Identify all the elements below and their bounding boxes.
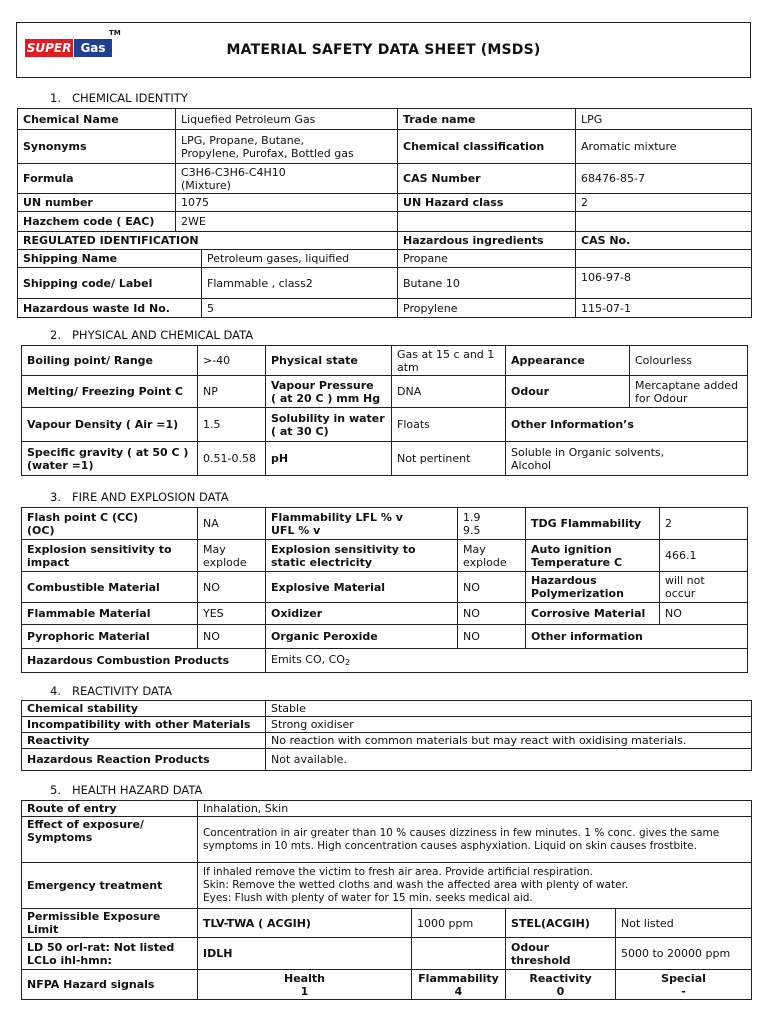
synonyms-label: Synonyms <box>18 130 176 164</box>
vapour-density-label: Vapour Density ( Air =1) <box>22 408 198 442</box>
section-4-heading: 4. REACTIVITY DATA <box>50 684 172 698</box>
combustion-products-value: Emits CO, $CO_2$ <box>266 649 748 673</box>
table-row <box>22 909 752 938</box>
table-row <box>18 268 752 299</box>
propylene-cas: 115-07-1 <box>576 299 752 318</box>
table-row <box>22 970 752 1000</box>
pyrophoric-value: NO <box>198 625 266 649</box>
emergency-treatment-label: Emergency treatment <box>22 863 198 909</box>
table-row <box>22 701 752 717</box>
specific-gravity-value: 0.51-0.58 <box>198 442 266 476</box>
table-row <box>22 346 748 376</box>
formula-label: Formula <box>18 164 176 194</box>
hazchem-label: Hazchem code ( EAC) <box>18 212 176 232</box>
classification-value: Aromatic mixture <box>576 130 752 164</box>
organic-peroxide-value: NO <box>458 625 526 649</box>
vapour-density-value: 1.5 <box>198 408 266 442</box>
physical-chemical-table <box>21 345 748 476</box>
table-row <box>22 817 752 863</box>
explosion-static-value: May explode <box>458 540 526 572</box>
un-number-label: UN number <box>18 194 176 212</box>
reaction-products-value: Not available. <box>266 749 752 771</box>
table-row <box>22 442 748 476</box>
chemical-stability-label: Chemical stability <box>22 701 266 717</box>
stel-label: STEL(ACGIH) <box>506 909 616 938</box>
ld50-label: LD 50 orl-rat: Not listed LCLo ihl-hmn: <box>22 938 198 970</box>
reactivity-label: Reactivity <box>22 733 266 749</box>
trade-name-value: LPG <box>576 109 752 130</box>
auto-ignition-label: Auto ignition Temperature C <box>526 540 660 572</box>
other-information-fire-label: Other information <box>526 625 748 649</box>
cas-number-value: 68476-85-7 <box>576 164 752 194</box>
reaction-products-label: Hazardous Reaction Products <box>22 749 266 771</box>
section-2-heading: 2. PHYSICAL AND CHEMICAL DATA <box>50 328 254 342</box>
tlv-twa-label: TLV-TWA ( ACGIH) <box>198 909 412 938</box>
chemical-stability-value: Stable <box>266 701 752 717</box>
explosion-impact-value: May explode <box>198 540 266 572</box>
regulated-identification-heading: REGULATED IDENTIFICATION <box>18 232 398 250</box>
hazardous-ingredients-heading: Hazardous ingredients <box>398 232 576 250</box>
shipping-name-value: Petroleum gases, liquified <box>202 250 398 268</box>
shipping-code-label: Shipping code/ Label <box>18 268 202 299</box>
appearance-value: Colourless <box>630 346 748 376</box>
explosion-impact-label: Explosion sensitivity to impact <box>22 540 198 572</box>
logo-trademark: TM <box>109 29 121 37</box>
section-3-heading: 3. FIRE AND EXPLOSION DATA <box>50 490 229 504</box>
flammable-value: YES <box>198 603 266 625</box>
corrosive-label: Corrosive Material <box>526 603 660 625</box>
table-row <box>22 801 752 817</box>
physical-state-value: Gas at 15 c and 1 atm <box>392 346 506 376</box>
polymerization-value: will not occur <box>660 572 748 603</box>
combustion-products-label: Hazardous Combustion Products <box>22 649 266 673</box>
table-row <box>18 130 752 164</box>
table-row <box>22 938 752 970</box>
flammability-limits-label: Flammability LFL % v UFL % v <box>266 508 458 540</box>
nfpa-reactivity: Reactivity 0 <box>506 970 616 1000</box>
logo-super-text: SUPER <box>26 41 72 55</box>
table-row <box>22 408 748 442</box>
table-row <box>18 109 752 130</box>
explosive-value: NO <box>458 572 526 603</box>
solubility-value: Floats <box>392 408 506 442</box>
table-row <box>22 376 748 408</box>
table-row <box>22 717 752 733</box>
ingredient-propane: Propane <box>398 250 576 268</box>
butane-cas: 106-97-8 <box>576 268 752 299</box>
flash-point-label: Flash point C (CC) (OC) <box>22 508 198 540</box>
table-row <box>18 194 752 212</box>
chemical-identity-table <box>17 108 752 318</box>
explosive-label: Explosive Material <box>266 572 458 603</box>
idlh-label: IDLH <box>198 938 412 970</box>
physical-state-label: Physical state <box>266 346 392 376</box>
tdg-flammability-label: TDG Flammability <box>526 508 660 540</box>
table-row <box>22 540 748 572</box>
oxidizer-label: Oxidizer <box>266 603 458 625</box>
logo-gas-text: Gas <box>74 39 112 57</box>
chemical-name-value: Liquefied Petroleum Gas <box>176 109 398 130</box>
oxidizer-value: NO <box>458 603 526 625</box>
vapour-pressure-label: Vapour Pressure ( at 20 C ) mm Hg <box>266 376 392 408</box>
table-row <box>18 299 752 318</box>
emergency-treatment-value: If inhaled remove the victim to fresh air area. Provide artificial respiration. Skin: Remove the wetted cloths and wash the affected area with plenty of water. Eyes: Flush with plenty of water for 15 min. seeks medical aid. <box>198 863 752 909</box>
organic-peroxide-label: Organic Peroxide <box>266 625 458 649</box>
table-row <box>18 212 752 232</box>
table-row <box>18 232 752 250</box>
route-of-entry-label: Route of entry <box>22 801 198 817</box>
table-row <box>22 733 752 749</box>
cas-no-heading: CAS No. <box>576 232 752 250</box>
nfpa-label: NFPA Hazard signals <box>22 970 198 1000</box>
synonyms-value: LPG, Propane, Butane, Propylene, Purofax, Bottled gas <box>176 130 398 164</box>
ph-value: Not pertinent <box>392 442 506 476</box>
stel-value: Not listed <box>616 909 752 938</box>
boiling-point-label: Boiling point/ Range <box>22 346 198 376</box>
chemical-name-label: Chemical Name <box>18 109 176 130</box>
table-row <box>22 749 752 771</box>
table-row <box>22 863 752 909</box>
auto-ignition-value: 466.1 <box>660 540 748 572</box>
un-number-value: 1075 <box>176 194 398 212</box>
solubility-label: Solubility in water ( at 30 C) <box>266 408 392 442</box>
reactivity-table <box>21 700 752 771</box>
other-information-label: Other Information’s <box>506 408 748 442</box>
effect-of-exposure-value: Concentration in air greater than 10 % causes dizziness in few minutes. 1 % conc. gives the same symptoms in 10 mts. High concentration causes asphyxiation. Liquid on skin causes frostbite. <box>198 817 752 863</box>
explosion-static-label: Explosion sensitivity to static electricity <box>266 540 458 572</box>
flash-point-value: NA <box>198 508 266 540</box>
section-1-heading: 1. CHEMICAL IDENTITY <box>50 91 188 105</box>
melting-point-label: Melting/ Freezing Point C <box>22 376 198 408</box>
cas-number-label: CAS Number <box>398 164 576 194</box>
odour-threshold-label: Odour threshold <box>506 938 616 970</box>
table-row <box>22 572 748 603</box>
table-row <box>22 649 748 673</box>
table-row <box>22 625 748 649</box>
table-row <box>18 250 752 268</box>
fire-explosion-table <box>21 507 748 673</box>
health-hazard-table <box>21 800 752 1000</box>
nfpa-health: Health 1 <box>198 970 412 1000</box>
tlv-twa-value: 1000 ppm <box>412 909 506 938</box>
classification-label: Chemical classification <box>398 130 576 164</box>
other-information-value: Soluble in Organic solvents, Alcohol <box>506 442 748 476</box>
table-row <box>22 508 748 540</box>
trade-name-label: Trade name <box>398 109 576 130</box>
nfpa-special: Special - <box>616 970 752 1000</box>
table-row <box>22 603 748 625</box>
odour-threshold-value: 5000 to 20000 ppm <box>616 938 752 970</box>
section-5-heading: 5. HEALTH HAZARD DATA <box>50 783 203 797</box>
waste-id-label: Hazardous waste Id No. <box>18 299 202 318</box>
document-header <box>16 22 751 78</box>
exposure-limit-label: Permissible Exposure Limit <box>22 909 198 938</box>
un-hazard-label: UN Hazard class <box>398 194 576 212</box>
odour-label: Odour <box>506 376 630 408</box>
hazchem-value: 2WE <box>176 212 398 232</box>
incompatibility-value: Strong oxidiser <box>266 717 752 733</box>
formula-value: C3H6-C3H6-C4H10 (Mixture) <box>176 164 398 194</box>
document-title: MATERIAL SAFETY DATA SHEET (MSDS) <box>226 42 541 58</box>
incompatibility-label: Incompatibility with other Materials <box>22 717 266 733</box>
odour-value: Mercaptane added for Odour <box>630 376 748 408</box>
ingredient-propylene: Propylene <box>398 299 576 318</box>
route-of-entry-value: Inhalation, Skin <box>198 801 752 817</box>
ph-label: pH <box>266 442 392 476</box>
polymerization-label: Hazardous Polymerization <box>526 572 660 603</box>
corrosive-value: NO <box>660 603 748 625</box>
melting-point-value: NP <box>198 376 266 408</box>
nfpa-flammability: Flammability 4 <box>412 970 506 1000</box>
ingredient-butane: Butane 10 <box>398 268 576 299</box>
shipping-name-label: Shipping Name <box>18 250 202 268</box>
reactivity-value: No reaction with common materials but may react with oxidising materials. <box>266 733 752 749</box>
combustible-value: NO <box>198 572 266 603</box>
tdg-flammability-value: 2 <box>660 508 748 540</box>
table-row <box>18 164 752 194</box>
vapour-pressure-value: DNA <box>392 376 506 408</box>
flammability-limits-value: 1.9 9.5 <box>458 508 526 540</box>
boiling-point-value: >-40 <box>198 346 266 376</box>
waste-id-value: 5 <box>202 299 398 318</box>
shipping-code-value: Flammable , class2 <box>202 268 398 299</box>
un-hazard-value: 2 <box>576 194 752 212</box>
flammable-label: Flammable Material <box>22 603 198 625</box>
appearance-label: Appearance <box>506 346 630 376</box>
effect-of-exposure-label: Effect of exposure/ Symptoms <box>22 817 198 863</box>
combustible-label: Combustible Material <box>22 572 198 603</box>
specific-gravity-label: Specific gravity ( at 50 C ) (water =1) <box>22 442 198 476</box>
pyrophoric-label: Pyrophoric Material <box>22 625 198 649</box>
